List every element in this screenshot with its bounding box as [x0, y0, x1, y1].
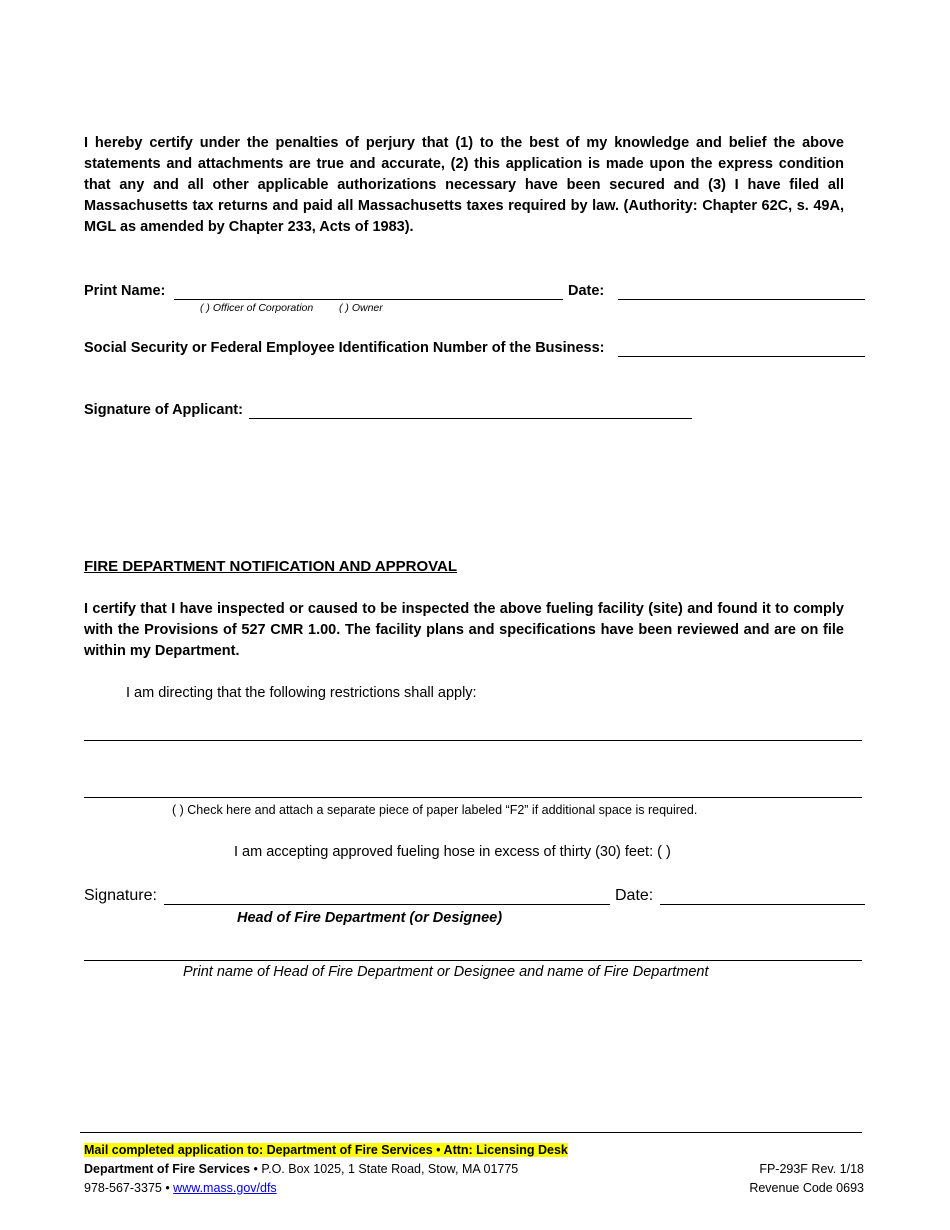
owner-option[interactable]: ( ) Owner [339, 302, 383, 314]
certification-text: I hereby certify under the penalties of perjury that (1) to the best of my knowledge and belief the above statements and attachments are true and accurate, (2) this application is made upon the express condition that any and all other applicable authorizations necessary have been secured and (3) I have filed all Massachusetts tax returns and paid all Massachusetts taxes required by law. (Authority: Chapter 62C, s. 49A, MGL as amended by Chapter 233, Acts of 1983). [84, 135, 844, 235]
fire-chief-date-label: Date: [615, 887, 654, 904]
print-name-label: Print Name: [84, 283, 166, 299]
hose-acceptance-checkbox[interactable]: I am accepting approved fueling hose in excess of thirty (30) feet: ( ) [234, 844, 671, 860]
mail-instructions: Mail completed application to: Department of Fire Services • Attn: Licensing Desk [84, 1143, 568, 1157]
fire-chief-signature-label: Signature: [84, 887, 157, 904]
dept-address: • P.O. Box 1025, 1 State Road, Stow, MA 01775 [250, 1162, 519, 1176]
additional-space-checkbox[interactable]: ( ) Check here and attach a separate piece of paper labeled “F2” if additional space is required. [172, 803, 698, 817]
print-name-head-line[interactable] [84, 960, 862, 961]
fire-chief-date-field[interactable] [660, 890, 865, 905]
officer-of-corporation-option[interactable]: ( ) Officer of Corporation [200, 302, 314, 314]
restrictions-intro: I am directing that the following restrictions shall apply: [126, 685, 477, 701]
print-name-head-caption: Print name of Head of Fire Department or Designee and name of Fire Department [183, 964, 709, 980]
website-link[interactable]: www.mass.gov/dfs [173, 1181, 277, 1195]
ssn-field[interactable] [618, 342, 865, 357]
applicant-signature-label: Signature of Applicant: [84, 402, 243, 418]
applicant-signature-field[interactable] [249, 404, 692, 419]
head-of-fire-dept-caption: Head of Fire Department (or Designee) [237, 910, 503, 926]
print-name-field[interactable] [174, 285, 563, 300]
footer-address-line [84, 1162, 518, 1176]
date-label: Date: [568, 283, 605, 299]
fire-dept-certify-text: I certify that I have inspected or caused to be inspected the above fueling facility (site) and found it to comply with the Provisions of 527 CMR 1.00. The facility plans and specifications have been reviewed and are on file within my Department. [84, 601, 844, 659]
footer-divider [80, 1132, 862, 1133]
form-number: FP-293F Rev. 1/18 [759, 1162, 864, 1176]
date-field[interactable] [618, 285, 865, 300]
footer-contact-line [84, 1181, 277, 1195]
revenue-code: Revenue Code 0693 [749, 1181, 864, 1195]
dept-name: Department of Fire Services [84, 1162, 251, 1176]
fire-dept-heading: FIRE DEPARTMENT NOTIFICATION AND APPROVAL [84, 558, 458, 575]
ssn-label: Social Security or Federal Employee Identification Number of the Business: [84, 340, 605, 356]
fire-chief-signature-field[interactable] [164, 890, 610, 905]
restriction-line-1[interactable] [84, 740, 862, 741]
restriction-line-2[interactable] [84, 797, 862, 798]
phone-number: 978-567-3375 • [84, 1181, 174, 1195]
